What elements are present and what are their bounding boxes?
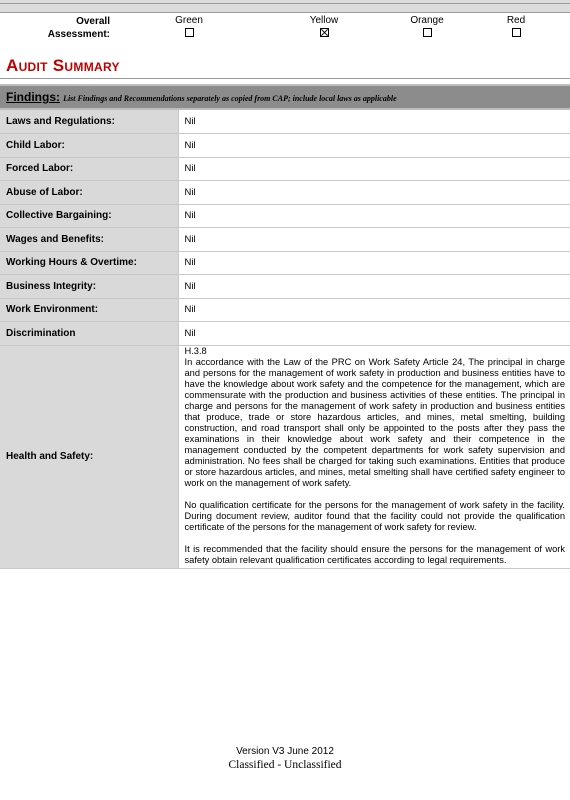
overall-assessment-label <box>40 15 110 41</box>
findings-label: Findings: <box>6 90 60 104</box>
assessment-label-line1: Overall <box>76 16 110 27</box>
table-row <box>0 110 570 134</box>
row-value: Nil <box>178 110 570 134</box>
table-row <box>0 134 570 158</box>
checkbox-orange[interactable] <box>423 28 432 37</box>
row-category: Health and Safety: <box>0 345 178 568</box>
row-value: Nil <box>178 322 570 346</box>
findings-header <box>0 84 570 110</box>
footer-version: Version V3 June 2012 <box>236 746 334 757</box>
row-value: Nil <box>178 275 570 299</box>
table-row <box>0 157 570 181</box>
assessment-option-label: Orange <box>410 15 444 26</box>
legal-reference-paragraph: In accordance with the Law of the PRC on Work Safety Article 24, The principal in charge and persons for the management of work safety in production and business entities have to have the knowledge about work safety and the competence for the management, which are commensurate with the production and business activities of these entities. The principal in charge and persons for the management of work safety in production and business entities that produce, trade or store hazardous articles, and mines, metal smelting, building construction, and road transport shall only be appointed to the posts after they pass the examinations in their knowledge about work safety and their competence in the management conducted by the competent departments for work safety supervision and administration. No fees shall be charged for taking such examinations. Entities that produce or store hazardous articles, and mines, metal smelting shall have certified safety engineer to work on the management of work safety. <box>184 356 565 488</box>
assessment-label-line2: Assessment: <box>47 29 110 40</box>
row-category: Collective Bargaining: <box>0 204 178 228</box>
row-category: Discrimination <box>0 322 178 346</box>
row-value: Nil <box>178 134 570 158</box>
row-value: Nil <box>178 204 570 228</box>
row-category: Abuse of Labor: <box>0 181 178 205</box>
page-footer <box>0 746 570 772</box>
assessment-option-label: Red <box>506 15 526 26</box>
row-category: Laws and Regulations: <box>0 110 178 134</box>
row-category: Working Hours & Overtime: <box>0 251 178 275</box>
table-row-health-safety <box>0 345 570 568</box>
assessment-option-red[interactable] <box>486 15 546 37</box>
finding-paragraph: No qualification certificate for the persons for the management of work safety in the facility. During document review, auditor found that the facility could not provide the qualification certificate of the persons for the management of work safety for review. <box>184 499 565 532</box>
top-band <box>0 0 570 13</box>
row-category: Wages and Benefits: <box>0 228 178 252</box>
table-row <box>0 228 570 252</box>
finding-code: H.3.8 <box>184 345 207 356</box>
row-value <box>178 345 570 568</box>
row-category: Child Labor: <box>0 134 178 158</box>
row-category: Work Environment: <box>0 298 178 322</box>
table-row <box>0 204 570 228</box>
findings-note: List Findings and Recommendations separately as copied from CAP; include local laws as applicable <box>63 94 397 103</box>
row-value: Nil <box>178 157 570 181</box>
table-row <box>0 298 570 322</box>
assessment-option-label: Yellow <box>309 15 339 26</box>
table-row <box>0 181 570 205</box>
assessment-option-orange[interactable] <box>397 15 457 37</box>
row-value: Nil <box>178 251 570 275</box>
top-band-rule <box>0 3 570 4</box>
section-divider <box>0 78 570 79</box>
health-safety-text <box>185 346 567 568</box>
table-row <box>0 275 570 299</box>
assessment-option-green[interactable] <box>159 15 219 37</box>
recommendation-paragraph: It is recommended that the facility should ensure the persons for the management of work safety obtain relevant qualification certificates according to legal requirements. <box>184 543 565 565</box>
row-value: Nil <box>178 181 570 205</box>
checkbox-yellow[interactable] <box>320 28 329 37</box>
table-row <box>0 251 570 275</box>
findings-table <box>0 110 570 569</box>
assessment-option-label: Green <box>175 15 203 26</box>
row-value: Nil <box>178 298 570 322</box>
row-category: Business Integrity: <box>0 275 178 299</box>
row-category: Forced Labor: <box>0 157 178 181</box>
footer-classification: Classified - Unclassified <box>228 759 342 771</box>
row-value: Nil <box>178 228 570 252</box>
assessment-option-yellow[interactable] <box>294 15 354 37</box>
checkbox-green[interactable] <box>185 28 194 37</box>
table-row <box>0 322 570 346</box>
section-title: Audit Summary <box>6 56 120 75</box>
checkbox-red[interactable] <box>512 28 521 37</box>
